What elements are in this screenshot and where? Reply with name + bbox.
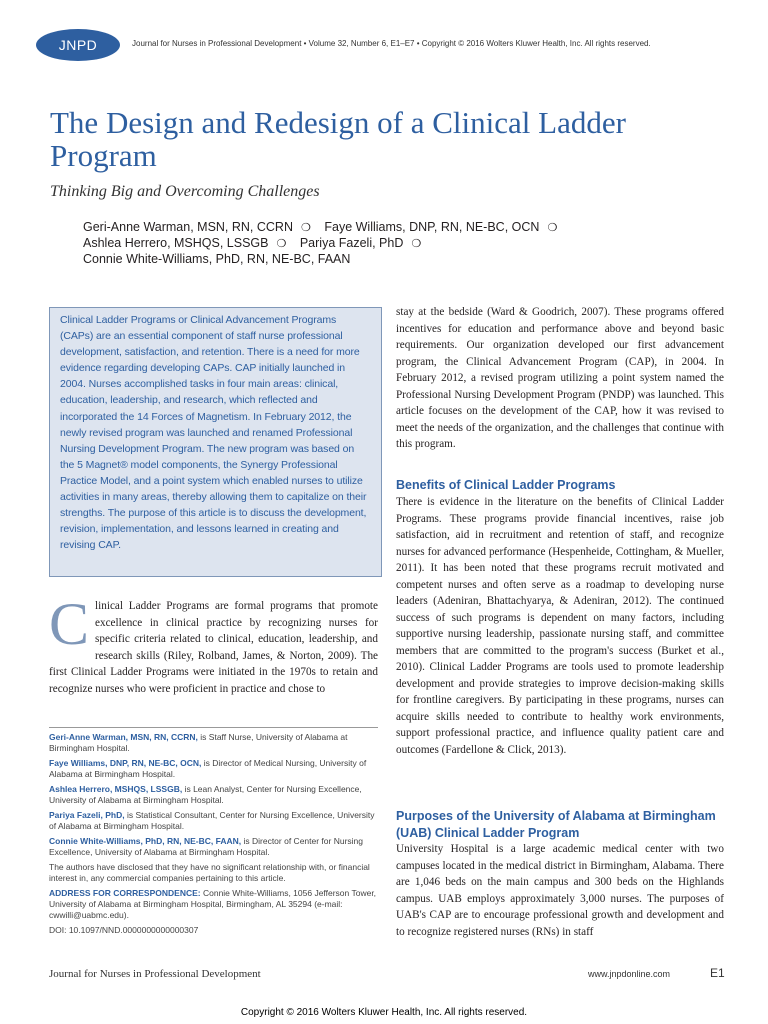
drop-cap: C: [49, 591, 90, 657]
journal-logo: JNPD: [36, 29, 120, 61]
author-name: Pariya Fazeli, PhD: [299, 236, 404, 250]
author-line-3: [83, 252, 350, 266]
affiliation-name: Pariya Fazeli, PhD,: [49, 810, 125, 820]
copyright-notice: Copyright © 2016 Wolters Kluwer Health, Inc. All rights reserved.: [240, 1007, 528, 1018]
orcid-icon[interactable]: ❍: [276, 238, 287, 250]
author-line-1: [83, 220, 567, 234]
intro-continuation: stay at the bedside (Ward & Goodrich, 2007). These programs offered incentives for education and performance above and beyond basic requirements. Our organization developed our first advancement program, the Clinical Advancement Program (CAP), in 2004. In February 2012, a revised program utilizing a point system named the Professional Nursing Development Program (PNDP) was launched. This article focuses on the development of the CAP, how it was revised to meet the needs of the organization, and the challenges that continue with this program.: [396, 306, 724, 450]
footer-journal-name: Journal for Nurses in Professional Development: [49, 968, 261, 980]
affiliation-note: [49, 784, 378, 806]
doi[interactable]: DOI: 10.1097/NND.0000000000000307: [49, 925, 199, 935]
affiliation-text: is Statistical Consultant, Center for Nursing Excellence, University of Alabama at Birmingham Hospital.: [49, 810, 375, 831]
article-subtitle: Thinking Big and Overcoming Challenges: [50, 183, 320, 200]
abstract-text: Clinical Ladder Programs or Clinical Advancement Programs (CAPs) are an essential component of staff nurse professional development, satisfaction, and retention. There is a need for more evidence regarding developing CAPs. CAP initially launched in 2004. Nurses accomplished tasks in four main areas: clinical, education, leadership, and research, which reflected and incorporated the 14 Forces of Magnetism. In February 2012, the newly revised program was launched and renamed Professional Nursing Development Program. The new program was based on the 5 Magnet® model components, the Synergy Professional Practice Model, and a point system which enabled nurses to utilize activities in many areas, thereby allowing them to capitalize on their strengths. The purpose of this article is to discuss the development, revision, implementation, and lessons learned in creating and revising CAP.: [60, 314, 367, 552]
affiliation-text: is Director of Medical Nursing, University of Alabama at Birmingham Hospital.: [49, 758, 367, 779]
author-name: Connie White-Williams, PhD, RN, NE-BC, FAAN: [83, 252, 351, 266]
running-head: Journal for Nurses in Professional Development • Volume 32, Number 6, E1–E7 • Copyright © 2016 Wolters Kluwer Health, Inc. All rights reserved.: [132, 39, 651, 48]
author-name: Ashlea Herrero, MSHQS, LSSGB: [83, 236, 269, 250]
affiliation-note: [49, 836, 378, 858]
benefits-paragraph: There is evidence in the literature on the benefits of Clinical Ladder Programs. These programs provide financial incentives, raise job satisfaction, aid in recruitment and retention of staff, and recognize nurses for advanced performance (Hespenheide, Cottingham, & Mueller, 2011). It has been noted that these programs recruit motivated and competent nurses and often serve as a roadmap to developing nurse leaders (Adeniran, Bhattachyarya, & Adeniran, 2012). The continued success of such programs is dependent on many factors, including supportive nursing leadership, passionate nursing staff, and committee members that are committed to the program's success (Burket et al., 2010). Clinical Ladder Programs are tools used to promote leadership development and provide strategies to improve decision-making skills for frontline caregivers. By participating in these programs, nurses can acquire skills needed to contribute to healthy work environments, support professional practice, and influence quality patient care and outcomes (Fardellone & Click, 2013).: [396, 496, 724, 756]
disclosure-note: The authors have disclosed that they have no significant relationship with, or financial interest in, any commercial companies pertaining to this article.: [49, 862, 370, 883]
affiliation-note: [49, 732, 378, 754]
correspondence-label: ADDRESS FOR CORRESPONDENCE:: [49, 888, 201, 898]
affiliation-note: [49, 758, 378, 780]
footer-url[interactable]: www.jnpdonline.com: [588, 969, 671, 979]
author-name: Faye Williams, DNP, RN, NE-BC, OCN: [324, 220, 540, 234]
correspondence-note: [49, 888, 378, 921]
intro-paragraph: [49, 591, 378, 697]
affiliation-note: [49, 810, 378, 832]
affiliation-name: Faye Williams, DNP, RN, NE-BC, OCN,: [49, 758, 202, 768]
intro-text: linical Ladder Programs are formal programs that promote excellence in clinical practice by recognizing nurses for specific criteria related to clinical, education, leadership, and research skills (Riley, Rolband, James, & Norton, 2009). The first Clinical Ladder Programs were initiated in the 1970s to retain and recognize nurses who were proficient in practice and chose to: [49, 600, 378, 695]
article-title: The Design and Redesign of a Clinical Ladder Program: [50, 105, 626, 173]
affiliation-text: is Lean Analyst, Center for Nursing Excellence, University of Alabama at Birmingham Hospital.: [49, 784, 362, 805]
affiliation-text: is Staff Nurse, University of Alabama at Birmingham Hospital.: [49, 732, 348, 753]
section-heading-purposes: Purposes of the University of Alabama at Birmingham (UAB) Clinical Ladder Program: [396, 809, 716, 840]
orcid-icon[interactable]: ❍: [301, 222, 311, 234]
footnote-divider: [49, 727, 378, 728]
affiliation-name: Connie White-Williams, PhD, RN, NE-BC, FAAN,: [49, 836, 242, 846]
author-line-2: [83, 236, 431, 250]
affiliation-name: Ashlea Herrero, MSHQS, LSSGB,: [49, 784, 183, 794]
affiliation-name: Geri-Anne Warman, MSN, RN, CCRN,: [49, 732, 198, 742]
abstract-box: [49, 307, 382, 577]
purposes-paragraph: University Hospital is a large academic medical center with two campuses located in the medical district in Birmingham, Alabama. There are 1,046 beds on the main campus and 300 beds on the Highlands campus. UAB employs approximately 3,000 nurses. The purposes of UAB's CAP are to encourage professional growth and development and to recognize registered nurses (RNs) in staff: [396, 843, 724, 938]
author-name: Geri-Anne Warman, MSN, RN, CCRN: [83, 220, 293, 234]
section-heading-benefits: Benefits of Clinical Ladder Programs: [396, 478, 616, 492]
correspondence-text[interactable]: Connie White-Williams, 1056 Jefferson Tower, University of Alabama at Birmingham Hospital, Birmingham, AL 35294 (e-mail: cwwilli@uabmc.edu).: [49, 888, 377, 920]
affiliation-text: is Director of Center for Nursing Excellence, University of Alabama at Birmingham Hospital.: [49, 836, 363, 857]
page-number: E1: [710, 966, 725, 980]
orcid-icon[interactable]: ❍: [411, 238, 422, 250]
orcid-icon[interactable]: ❍: [547, 222, 558, 234]
author-affiliations: [49, 732, 378, 940]
